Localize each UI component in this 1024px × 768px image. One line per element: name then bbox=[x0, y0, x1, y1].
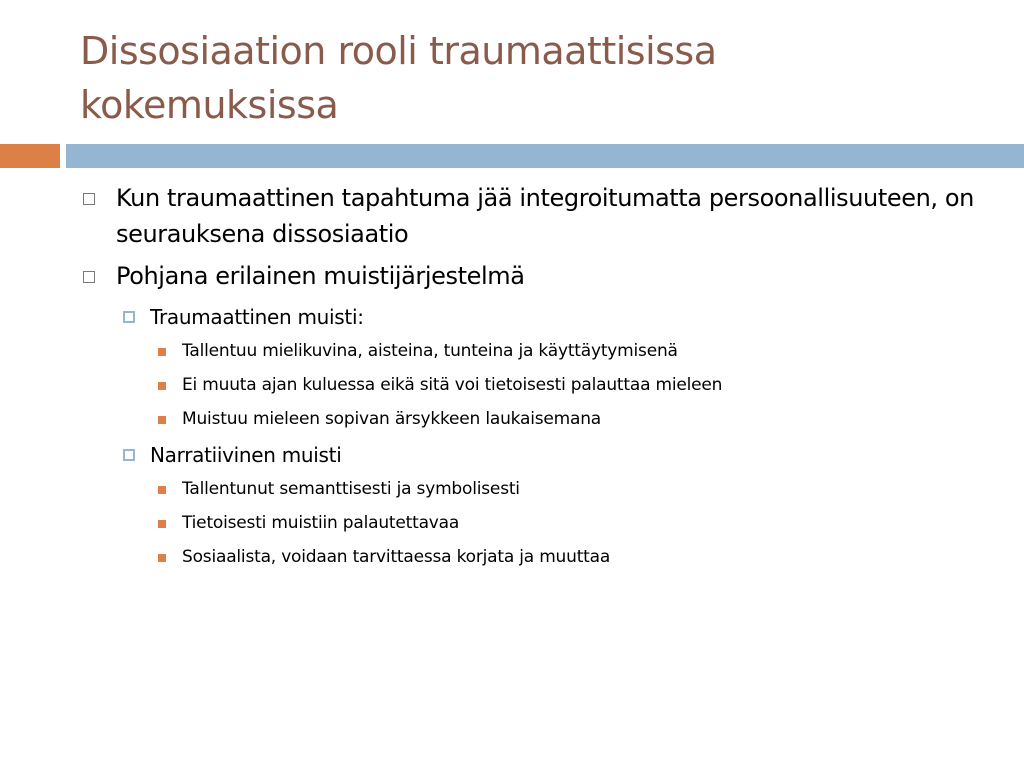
orange-square-bullet-icon bbox=[158, 382, 166, 390]
bullet-text: Ei muuta ajan kuluessa eikä sitä voi tietoisesti palauttaa mieleen bbox=[182, 375, 723, 395]
bullet-level2-item bbox=[150, 438, 990, 472]
bullet-text: Traumaattinen muisti: bbox=[150, 305, 364, 329]
slide-title bbox=[80, 24, 980, 132]
slide-title-line-2: kokemuksissa bbox=[80, 83, 339, 127]
bullet-level3-item bbox=[182, 472, 1002, 506]
orange-square-bullet-icon bbox=[158, 348, 166, 356]
slide-title-line-1: Dissosiaation rooli traumaattisissa bbox=[80, 29, 717, 73]
accent-bar bbox=[0, 144, 60, 168]
hollow-square-bullet-icon bbox=[83, 193, 95, 205]
slide-content bbox=[0, 180, 1024, 574]
bullet-level3-item bbox=[182, 402, 1002, 436]
bullet-text: Sosiaalista, voidaan tarvittaessa korjata ja muuttaa bbox=[182, 547, 611, 567]
blue-square-bullet-icon bbox=[123, 449, 135, 461]
bullet-text: Tallentunut semanttisesti ja symbolisesti bbox=[182, 479, 520, 499]
bullet-level3-item bbox=[182, 368, 1002, 402]
bullet-level1-item bbox=[116, 258, 996, 294]
hollow-square-bullet-icon bbox=[83, 271, 95, 283]
bullet-text: Tallentuu mielikuvina, aisteina, tunteina ja käyttäytymisenä bbox=[182, 341, 678, 361]
bullet-text: Narratiivinen muisti bbox=[150, 443, 342, 467]
bullet-text: Pohjana erilainen muistijärjestelmä bbox=[116, 262, 525, 290]
orange-square-bullet-icon bbox=[158, 520, 166, 528]
title-divider-bar bbox=[66, 144, 1024, 168]
bullet-text: Kun traumaattinen tapahtuma jää integroitumatta persoonallisuuteen, on seurauksena dissosiaatio bbox=[116, 184, 974, 248]
bullet-level2-item bbox=[150, 300, 990, 334]
bullet-level3-item bbox=[182, 506, 1002, 540]
orange-square-bullet-icon bbox=[158, 554, 166, 562]
blue-square-bullet-icon bbox=[123, 311, 135, 323]
bullet-text: Muistuu mieleen sopivan ärsykkeen laukaisemana bbox=[182, 409, 602, 429]
bullet-level1-item bbox=[116, 180, 996, 252]
bullet-text: Tietoisesti muistiin palautettavaa bbox=[182, 513, 460, 533]
bullet-level3-item bbox=[182, 540, 1002, 574]
bullet-level3-item bbox=[182, 334, 1002, 368]
orange-square-bullet-icon bbox=[158, 486, 166, 494]
orange-square-bullet-icon bbox=[158, 416, 166, 424]
